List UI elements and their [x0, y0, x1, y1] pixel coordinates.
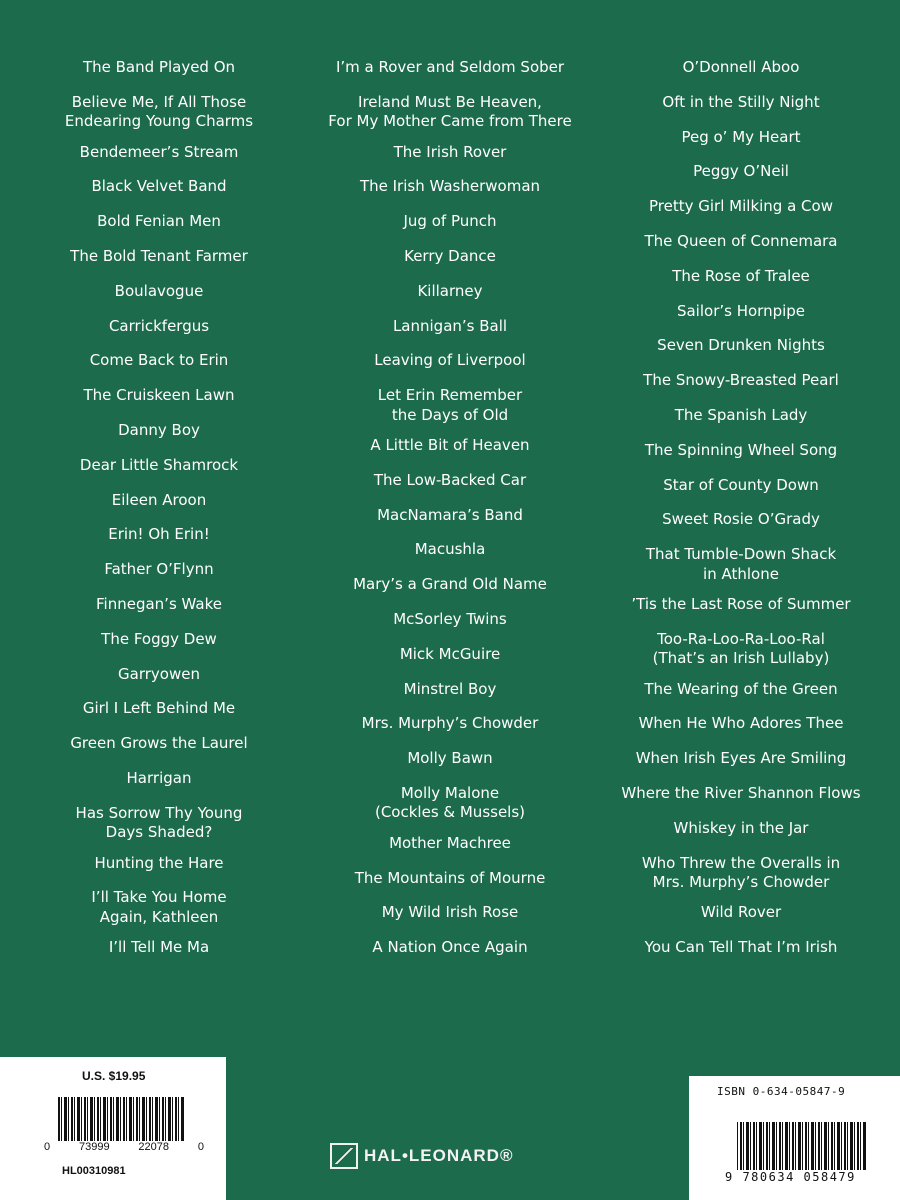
song-title: Hunting the Hare — [94, 853, 224, 872]
song-title: The Bold Tenant Farmer — [70, 246, 248, 265]
song-title: Ireland Must Be Heaven, For My Mother Came from There — [328, 92, 572, 131]
song-title: The Spinning Wheel Song — [644, 440, 838, 459]
song-title: MacNamara’s Band — [377, 505, 523, 524]
song-column-1 — [0, 58, 318, 973]
song-title: When He Who Adores Thee — [638, 714, 844, 733]
song-title: Harrigan — [126, 768, 192, 787]
song-title: Bendemeer’s Stream — [79, 142, 239, 161]
song-title: Star of County Down — [663, 475, 819, 494]
item-code: HL00310981 — [62, 1165, 126, 1177]
song-title: The Queen of Connemara — [644, 231, 838, 250]
song-title: Jug of Punch — [403, 212, 497, 231]
song-title: Macushla — [414, 540, 486, 559]
song-title: Finnegan’s Wake — [96, 594, 222, 613]
song-title: Who Threw the Overalls in Mrs. Murphy’s Chowder — [641, 853, 841, 892]
ean-barcode — [737, 1122, 867, 1170]
song-title: Molly Bawn — [407, 749, 493, 768]
upc-digit-group: 73999 — [78, 1141, 110, 1153]
song-title: That Tumble-Down Shack in Athlone — [645, 545, 837, 583]
song-title: I’ll Tell Me Ma — [108, 938, 210, 957]
song-title: The Foggy Dew — [101, 629, 217, 648]
song-title: Peg o’ My Heart — [681, 127, 801, 146]
song-title: Pretty Girl Milking a Cow — [649, 197, 833, 216]
song-column-2 — [318, 58, 582, 973]
song-title: Boulavogue — [114, 281, 204, 300]
song-title: Green Grows the Laurel — [70, 734, 248, 753]
song-title: Mother Machree — [389, 833, 511, 852]
song-title: ’Tis the Last Rose of Summer — [631, 594, 851, 613]
upc-digit-group: 0 — [44, 1141, 51, 1153]
upc-digit-group: 0 — [197, 1141, 204, 1153]
song-title: Sweet Rosie O’Grady — [662, 510, 820, 529]
song-title: My Wild Irish Rose — [381, 903, 519, 922]
song-title: The Snowy-Breasted Pearl — [643, 371, 839, 390]
song-title: Girl I Left Behind Me — [82, 699, 236, 718]
song-title: Mary’s a Grand Old Name — [353, 575, 547, 594]
isbn-barcode-panel — [689, 1076, 900, 1200]
song-title: Killarney — [417, 281, 483, 300]
song-title: The Cruiskeen Lawn — [83, 386, 235, 405]
song-title: Carrickfergus — [108, 316, 210, 335]
song-title: The Low-Backed Car — [373, 470, 527, 489]
song-title: Believe Me, If All Those Endearing Young Charms — [64, 92, 254, 131]
song-column-3 — [582, 58, 900, 973]
song-title: Has Sorrow Thy Young Days Shaded? — [75, 803, 243, 842]
song-title: The Mountains of Mourne — [354, 868, 546, 887]
song-title: A Nation Once Again — [372, 938, 528, 957]
song-title: The Rose of Tralee — [672, 266, 810, 285]
song-title: Erin! Oh Erin! — [108, 525, 210, 544]
song-title: The Spanish Lady — [674, 405, 808, 424]
publisher-logo-icon — [330, 1143, 358, 1169]
upc-digit-group: 22078 — [138, 1141, 169, 1153]
upc-digits — [44, 1141, 204, 1153]
song-title: Bold Fenian Men — [97, 212, 221, 231]
song-title: You Can Tell That I’m Irish — [644, 938, 838, 957]
ean-digits: 9 780634 058479 — [725, 1170, 856, 1184]
song-title: Come Back to Erin — [89, 351, 229, 370]
song-title: Lannigan’s Ball — [392, 316, 508, 335]
song-title: When Irish Eyes Are Smiling — [635, 749, 847, 768]
song-title: Sailor’s Hornpipe — [676, 301, 806, 320]
song-title: Father O’Flynn — [104, 560, 214, 579]
publisher-logo — [330, 1143, 513, 1169]
song-title: The Irish Washerwoman — [359, 177, 541, 196]
song-title: Black Velvet Band — [91, 177, 227, 196]
song-title: Oft in the Stilly Night — [662, 92, 820, 111]
song-title: Dear Little Shamrock — [79, 455, 239, 474]
song-title: Mick McGuire — [399, 644, 501, 663]
song-title: Minstrel Boy — [403, 679, 497, 698]
song-title: Molly Malone (Cockles & Mussels) — [374, 783, 526, 822]
song-title: Too-Ra-Loo-Ra-Loo-Ral (That’s an Irish Lullaby) — [652, 629, 830, 668]
song-title: A Little Bit of Heaven — [370, 435, 530, 454]
song-title: Mrs. Murphy’s Chowder — [361, 714, 539, 733]
song-title: O’Donnell Aboo — [682, 58, 800, 76]
upc-barcode — [58, 1097, 184, 1141]
song-title: Wild Rover — [700, 903, 782, 922]
song-title: Peggy O’Neil — [693, 162, 789, 181]
song-title: Garryowen — [118, 664, 200, 683]
price-barcode-panel — [0, 1057, 226, 1200]
isbn-label: ISBN 0-634-05847-9 — [717, 1085, 846, 1098]
song-title: Whiskey in the Jar — [673, 818, 809, 837]
song-title: Kerry Dance — [404, 246, 496, 265]
song-title: McSorley Twins — [393, 609, 507, 628]
price-label: U.S. $19.95 — [82, 1069, 146, 1083]
song-title: The Wearing of the Green — [644, 679, 838, 698]
publisher-name: HAL•LEONARD® — [364, 1146, 514, 1165]
song-title: I’ll Take You Home Again, Kathleen — [91, 888, 227, 926]
song-title: Let Erin Remember the Days of Old — [377, 386, 523, 424]
song-title: Danny Boy — [118, 420, 200, 439]
song-title: Seven Drunken Nights — [657, 336, 825, 355]
song-title: I’m a Rover and Seldom Sober — [335, 58, 565, 76]
song-title: The Band Played On — [82, 58, 236, 76]
song-list — [0, 58, 900, 973]
song-title: Leaving of Liverpool — [374, 351, 526, 370]
song-title: Eileen Aroon — [111, 490, 207, 509]
song-title: Where the River Shannon Flows — [621, 783, 861, 802]
song-title: The Irish Rover — [393, 142, 507, 161]
